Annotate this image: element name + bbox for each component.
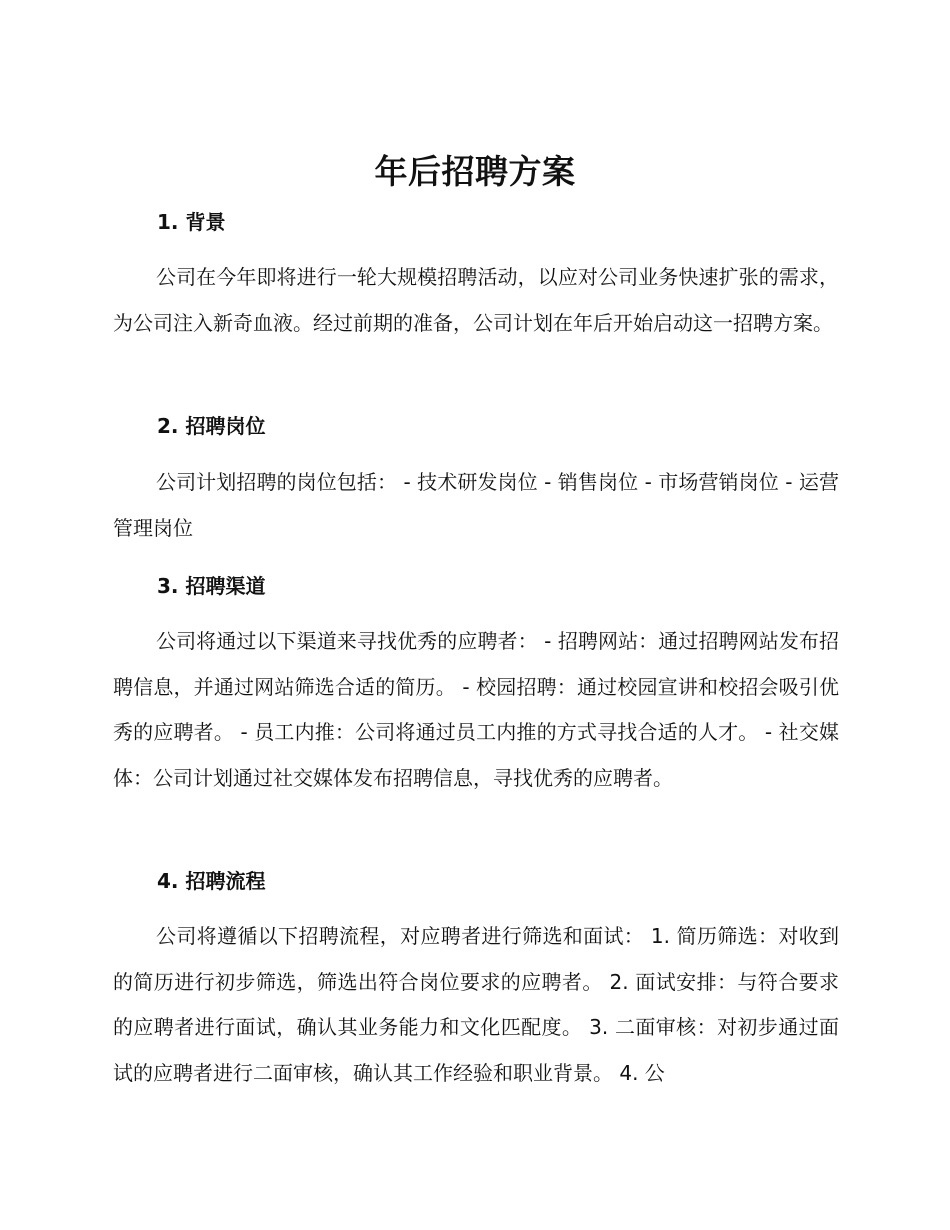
section-body-process: 公司将遵循以下招聘流程，对应聘者进行筛选和面试： 1. 简历筛选：对收到的简历进行初步筛选，筛选出符合岗位要求的应聘者。 2. 面试安排：与符合要求的应聘者进行面试，确认其业务能力和文化匹配度。 3. 二面审核：对初步通过面试的应聘者进行二面审核，确认其工作经验和职业背景。 4. 公 xyxy=(113,924,839,1085)
section-heading-channels: 3. 招聘渠道 xyxy=(157,574,266,598)
section-heading-background: 1. 背景 xyxy=(157,210,226,234)
section-heading-process: 4. 招聘流程 xyxy=(157,869,266,893)
section-body-positions: 公司计划招聘的岗位包括： - 技术研发岗位 - 销售岗位 - 市场营销岗位 - 运营管理岗位 xyxy=(113,470,839,540)
section-heading-positions: 2. 招聘岗位 xyxy=(157,414,266,438)
section-body-background: 公司在今年即将进行一轮大规模招聘活动，以应对公司业务快速扩张的需求，为公司注入新奇血液。经过前期的准备，公司计划在年后开始启动这一招聘方案。 xyxy=(113,265,839,335)
document-title: 年后招聘方案 xyxy=(374,152,576,191)
section-body-channels: 公司将通过以下渠道来寻找优秀的应聘者： - 招聘网站：通过招聘网站发布招聘信息，并通过网站筛选合适的简历。 - 校园招聘：通过校园宣讲和校招会吸引优秀的应聘者。 - 员工内推：公司将通过员工内推的方式寻找合适的人才。 - 社交媒体：公司计划通过社交媒体发布招聘信息，寻找优秀的应聘者。 xyxy=(113,629,839,790)
